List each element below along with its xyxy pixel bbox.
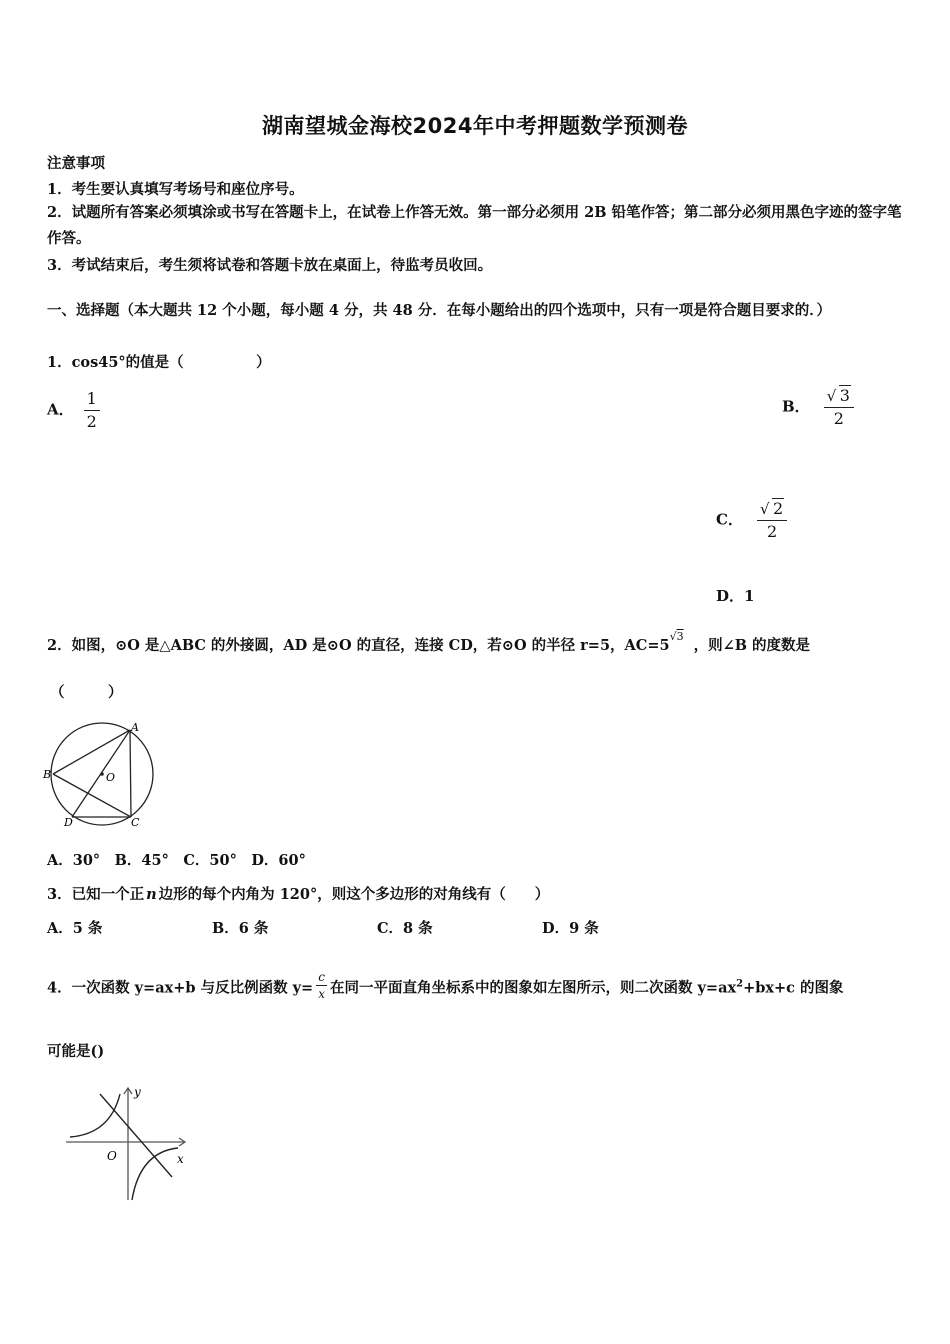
q4-stem-part1: 4．一次函数 y=ax+b 与反比例函数 y= — [47, 979, 314, 997]
label-o: O — [106, 771, 116, 784]
q4-line2: 可能是() — [47, 1043, 105, 1060]
q1-option-a-label: A． — [47, 400, 74, 419]
q1-option-d-value: 1 — [744, 587, 755, 605]
q2-circle-figure — [40, 718, 165, 828]
label-a: A — [131, 721, 139, 734]
segment-ab — [53, 730, 130, 774]
label-d: D — [64, 816, 73, 828]
label-b: B — [43, 768, 52, 781]
q4-frac-denominator: x — [318, 987, 325, 1001]
q1-option-b-numerator: 3 — [839, 386, 850, 405]
q1-option-a-denominator: 2 — [86, 412, 97, 431]
label-y: y — [134, 1085, 141, 1099]
q3-var: n — [146, 886, 157, 903]
linear-function-line — [100, 1094, 172, 1177]
q1-option-c[interactable] — [716, 498, 787, 543]
q3-stem — [47, 883, 549, 904]
q3-stem-part2: 边形的每个内角为 120°，则这个多边形的对角线有（ ） — [158, 886, 550, 903]
q1-option-c-numerator: 2 — [772, 499, 784, 518]
segment-ac — [130, 730, 131, 817]
segment-bc — [53, 774, 131, 817]
q2-blank: （ ） — [50, 684, 123, 701]
hyperbola-branch-lower-right — [132, 1148, 178, 1200]
q1-option-a[interactable] — [47, 388, 100, 433]
q4-graph-figure — [60, 1082, 195, 1207]
q1-option-d[interactable] — [716, 585, 754, 606]
q1-option-c-label: C． — [716, 510, 743, 529]
hyperbola-branch-upper-left — [70, 1094, 120, 1137]
notice-item-3: 3．考试结束后，考生须将试卷和答题卡放在桌面上，待监考员收回。 — [47, 257, 493, 274]
q1-option-b[interactable] — [782, 385, 854, 430]
q3-stem-part1: 3．已知一个正 — [47, 886, 145, 903]
q2-options[interactable]: A．30° B．45° C．50° D．60° — [47, 852, 306, 869]
notice-item-2: 2．试题所有答案必须填涂或书写在答题卡上，在试卷上作答无效。第一部分必须用 2B 铅笔作答；第二部分必须用黑色字迹的签字笔作答。 — [47, 204, 902, 247]
label-x: x — [177, 1152, 184, 1166]
q3-option-a[interactable]: A．5 条 — [47, 920, 103, 937]
q1-option-c-denominator: 2 — [766, 522, 778, 541]
q1-option-b-denominator: 2 — [833, 409, 844, 428]
q1-option-b-label: B． — [782, 397, 810, 416]
q3-option-c[interactable]: C．8 条 — [377, 920, 433, 937]
q4-sup: 2 — [736, 978, 744, 990]
q2-stem — [47, 630, 811, 655]
label-o: O — [107, 1149, 117, 1163]
q3-option-b[interactable]: B．6 条 — [212, 920, 269, 937]
notice-item-1: 1．考生要认真填写考场号和座位序号。 — [47, 181, 304, 198]
q1-option-a-numerator: 1 — [84, 388, 100, 411]
q3-option-d[interactable]: D．9 条 — [542, 920, 599, 937]
page-title: 湖南望城金海校2024年中考押题数学预测卷 — [262, 114, 688, 138]
q1-stem: 1．cos45°的值是（ ） — [47, 354, 271, 371]
q1-option-d-label: D． — [716, 587, 745, 605]
q4-stem-part2: 在同一平面直角坐标系中的图象如左图所示，则二次函数 y=ax — [329, 979, 737, 997]
label-c: C — [131, 816, 140, 828]
q2-stem-part2: ，则∠B 的度数是 — [693, 637, 811, 654]
q2-stem-part1: 2．如图，⊙O 是△ABC 的外接圆，AD 是⊙O 的直径，连接 CD，若⊙O 的半径 r=5，AC=5 — [47, 637, 670, 654]
center-point — [100, 772, 104, 776]
q4-stem-part3: +bx+c 的图象 — [743, 979, 844, 997]
q4-frac-numerator: c — [318, 970, 325, 984]
section-heading: 一、选择题（本大题共 12 个小题，每小题 4 分，共 48 分．在每小题给出的四个选项中，只有一项是符合题目要求的．） — [47, 302, 831, 319]
q2-root: √3 — [669, 630, 684, 643]
notice-heading: 注意事项 — [47, 155, 105, 172]
q4-stem — [47, 972, 844, 1005]
